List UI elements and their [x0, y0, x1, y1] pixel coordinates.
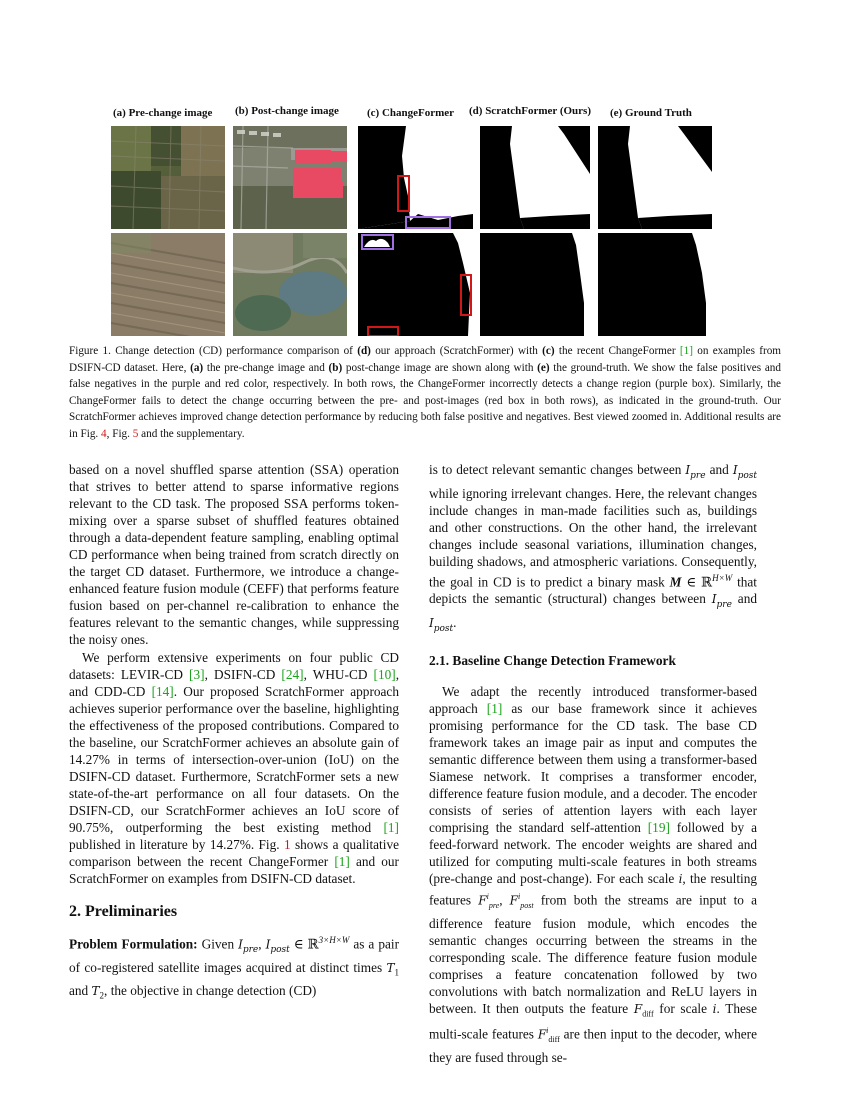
panel-changeformer-row1 — [358, 126, 473, 229]
panel-scratchformer-row2 — [480, 233, 590, 336]
panel-scratchformer-row1 — [480, 126, 590, 229]
paragraph: We perform extensive experiments on four public CD datasets: LEVIR-CD [3], DSIFN-CD [24], WHU-CD [10], and CDD-CD [14]. Our proposed ScratchFormer approach achieves superior performance over the baseline, highlighting the effectiveness of the proposed contributions. Compared to the baseline, our ScratchFormer achieves an absolute gain of 14.27% in terms of intersection-over-union (IoU) on the DSIFN-CD dataset. Furthermore, ScratchFormer sets a new state-of-the-art performance on all four datasets. On the DSIFN-CD, our ScratchFormer achieves an IoU score of 90.75%, outperforming the best existing method [1] published in literature by 14.27%. Fig. 1 shows a qualitative comparison between the recent ChangeFormer [1] and our ScratchFormer on examples from DSIFN-CD dataset. — [69, 649, 400, 887]
paragraph: Problem Formulation: Given $I_{pre}$, $I_{post}$ ∈ ℝ$^{3\times H\times W}$ as a pair of co-registered satellite images acquired at distinct times $T_1$ and $T_2$, the objective in change detection (CD) — [69, 935, 399, 1001]
left-column — [69, 461, 399, 1005]
right-column — [429, 461, 757, 1066]
panel-changeformer-row2 — [358, 233, 473, 336]
section-heading: 2. Preliminaries — [69, 903, 178, 921]
panel-post-change-row1 — [233, 126, 347, 229]
panel-ground-truth-row1 — [598, 126, 712, 229]
paragraph: based on a novel shuffled sparse attention (SSA) operation that strives to better attend to sparse informative regions relevant to the CD task. The proposed SSA performs token-mixing over a sparse subset of shuffled features obtained through a data-dependent feature sampling, enabling optimal CD performance when being trained from scratch directly on the target CD dataset. Furthermore, we introduce a change-enhanced feature fusion module (CEFF) that performs feature fusion based on per-channel re-calibration to enhance the features relevant to the semantic changes, while suppressing the noisy ones. — [69, 462, 399, 648]
citation-link[interactable]: [1] — [383, 819, 399, 835]
label-post-change: (b) Post-change image — [235, 105, 339, 117]
figure-link[interactable]: 4 — [101, 427, 107, 440]
panel-ground-truth-row2 — [598, 233, 712, 336]
citation-link[interactable]: [10] — [373, 666, 396, 682]
figure-link[interactable]: 1 — [283, 837, 291, 853]
figure-link[interactable]: 5 — [132, 427, 139, 440]
paragraph: is to detect relevant semantic changes between $I_{pre}$ and $I_{post}$ while ignoring irrelevant changes. Here, the relevant changes include changes in man-made facilities such as, buildings and other constructions. On the other hand, the irrelevant changes include seasonal variations, illumination changes, building shadows, and atmospheric variations. Consequently, the goal in CD is to predict a binary mask M ∈ ℝ$^{H\times W}$ that depicts the semantic (structural) changes between $I_{pre}$ and $I_{post}$. — [429, 462, 758, 634]
figure-caption: Figure 1. Change detection (CD) performance comparison of (d) our approach (ScratchFormer) with (c) the recent ChangeFormer [1] on examples from DSIFN-CD dataset. Here, (a) the pre-change image and (b) post-change image are shown along with (e) the ground-truth. We show the false positives and false negatives in the purple and red color, respectively. In both rows, the ChangeFormer incorrectly detects a change region (purple box). Similarly, the ChangeFormer fails to detect the change occurring between the pre- and post-images (red box in both rows), as indicated in the ground-truth. Our ScratchFormer achieves improved change detection performance by reducing both false positive and negatives. Best viewed zoomed in. Additional results are in Fig. 4, Fig. 5 and the supplementary. — [69, 345, 782, 440]
label-scratchformer: (d) ScratchFormer (Ours) — [469, 105, 591, 117]
citation-link[interactable]: [1] — [679, 345, 693, 357]
citation-link[interactable]: [1] — [334, 854, 350, 870]
label-ground-truth: (e) Ground Truth — [610, 107, 692, 119]
subsection-heading: 2.1. Baseline Change Detection Framework — [429, 652, 676, 668]
paragraph: We adapt the recently introduced transformer-based approach [1] as our base framework since it achieves promising performance for the CD task. The base CD framework takes an image pair as input and computes the semantic difference between them using a transformer-based Siamese network. It comprises a transformer encoder, difference feature fusion module, and a decoder. The encoder consists of series of attention layers with each layer comprising the standard self-attention [19] followed by a feed-forward network. The encoder weights are shared and utilized for computing multi-scale features in both streams (pre-change and post-change). For each scale i, the resulting features $F^i_{pre}$, $F^i_{post}$ from both the streams are input to a difference feature fusion module, which encodes the semantic changes occurring between the streams in the corresponding scale. The difference feature fusion module comprises a feature concatenation followed by two convolutions with batch normalization and ReLU layers in between. It then outputs the feature $F_{diff}$ for scale i. These multi-scale features $F^i_{diff}$ are then input to the decoder, where they are fused through se- — [429, 683, 758, 1065]
panel-post-change-row2 — [233, 233, 347, 336]
citation-link[interactable]: [19] — [647, 820, 670, 836]
citation-link[interactable]: [3] — [189, 666, 205, 682]
panel-pre-change-row2 — [111, 233, 225, 336]
citation-link[interactable]: [14] — [151, 683, 174, 699]
citation-link[interactable]: [1] — [486, 700, 503, 716]
label-pre-change: (a) Pre-change image — [113, 107, 213, 119]
label-changeformer: (c) ChangeFormer — [367, 107, 455, 119]
citation-link[interactable]: [24] — [281, 666, 304, 682]
panel-pre-change-row1 — [111, 126, 225, 229]
